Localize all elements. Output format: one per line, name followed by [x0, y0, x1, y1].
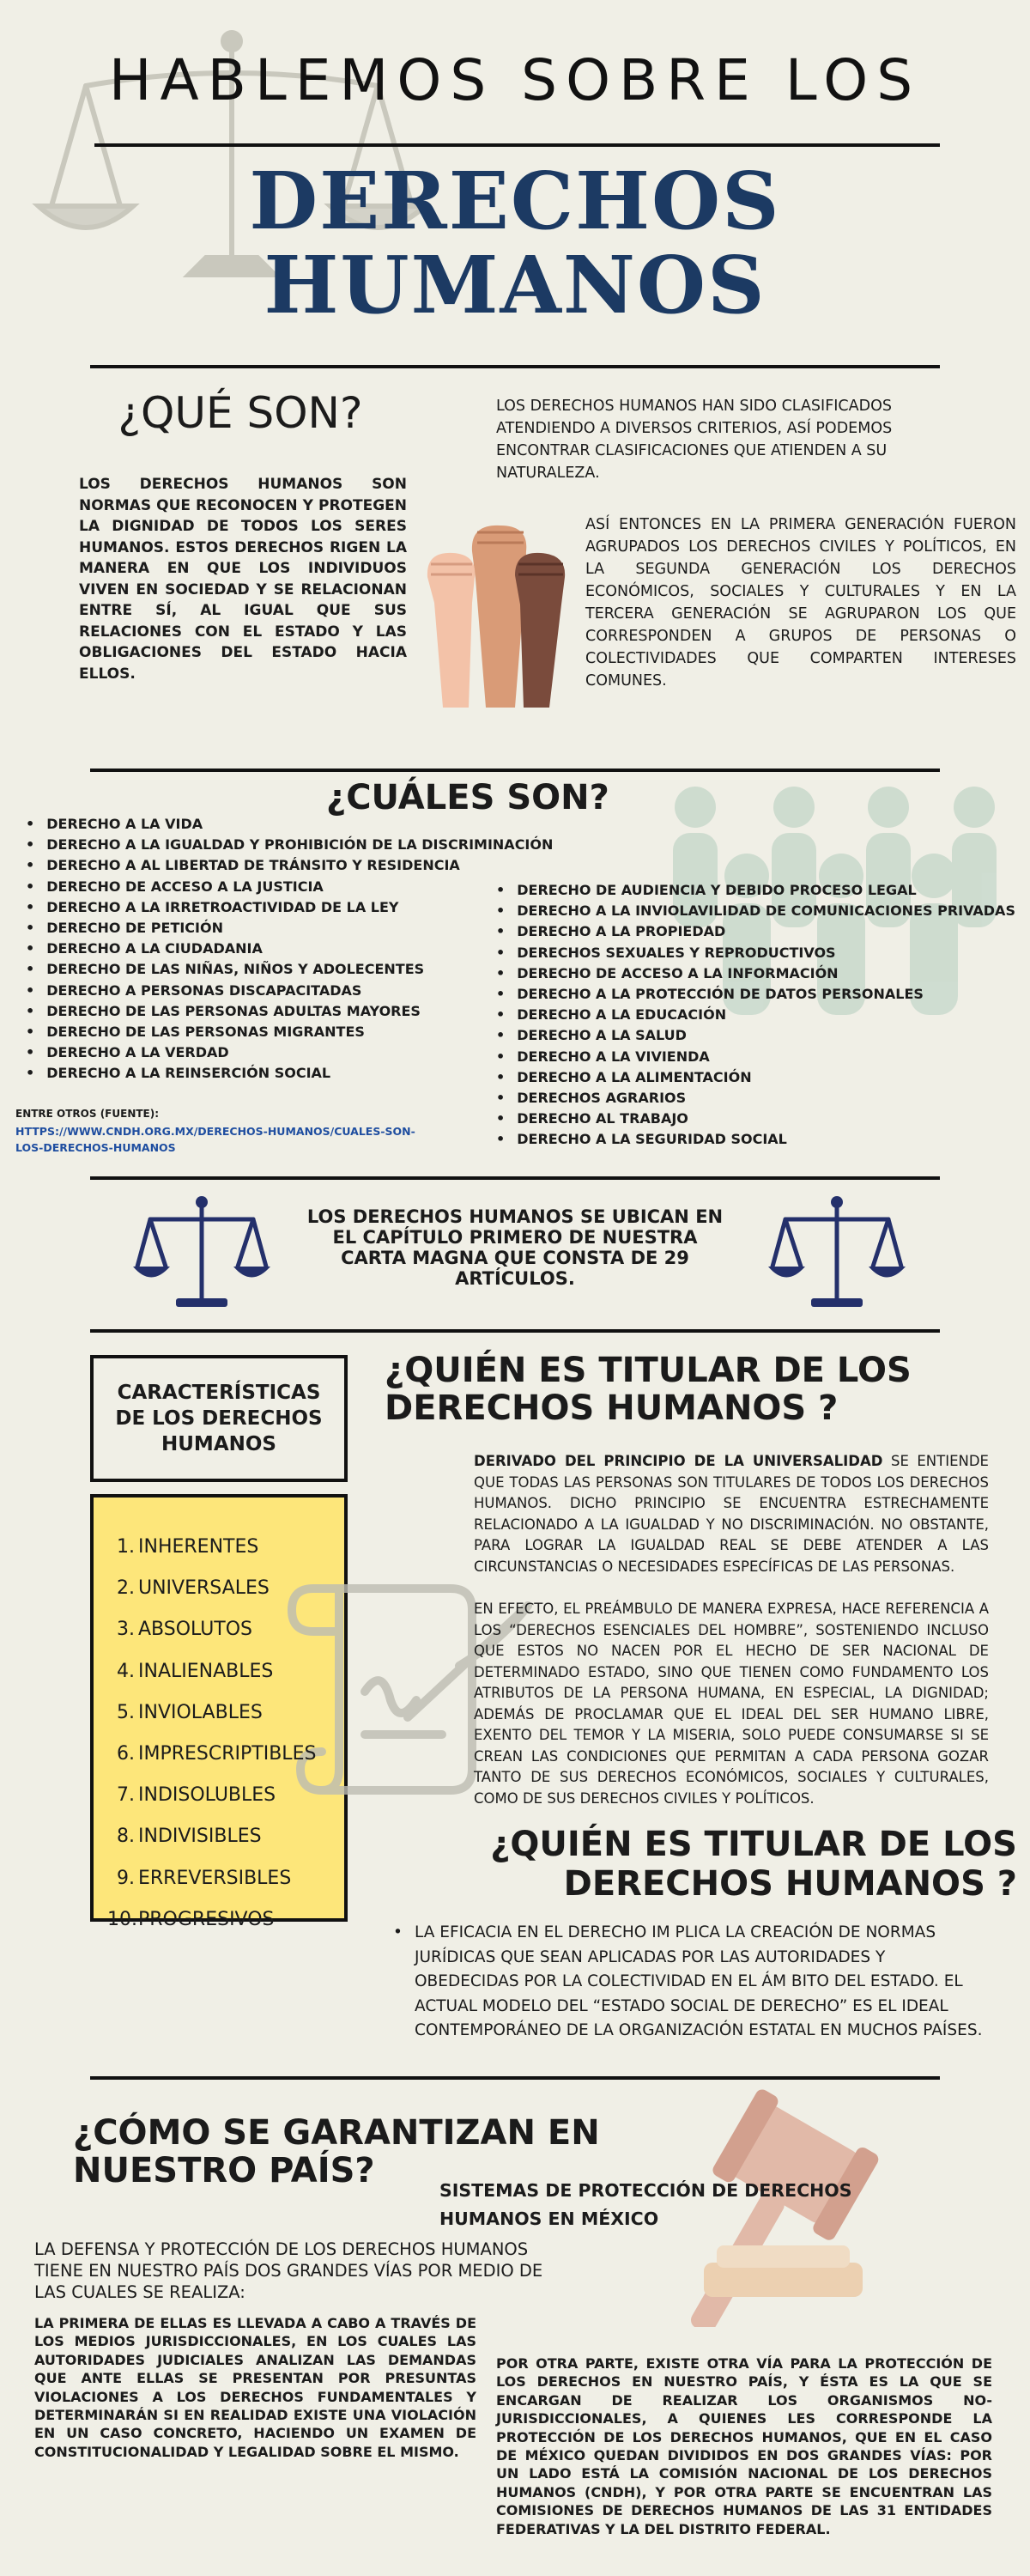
clasificacion-paragraph-1: LOS DERECHOS HUMANOS HAN SIDO CLASIFICADOS ATENDIENDO A DIVERSOS CRITERIOS, ASÍ PODEMOS ENCONTRAR CLASIFICACIONES QUE ATIENDEN A SU NATURALEZA. — [496, 398, 893, 482]
titular-paragraph-1 — [474, 1451, 989, 1577]
list-item: • DERECHO A LA SEGURIDAD SOCIAL — [496, 1129, 1015, 1150]
divider — [94, 143, 940, 147]
divider — [90, 1176, 940, 1180]
raised-fists-icon — [419, 517, 573, 708]
titular-paragraph-1-bold: DERIVADO DEL PRINCIPIO DE LA UNIVERSALIDAD — [474, 1453, 883, 1469]
bullet-icon: • — [393, 1923, 403, 1941]
list-item: • DERECHO A LA CIUDADANIA — [26, 939, 553, 959]
scale-icon-right — [768, 1194, 906, 1314]
source-label: ENTRE OTROS (FUENTE): — [15, 1108, 160, 1120]
scale-icon-left — [133, 1194, 270, 1314]
list-item: 3. ABSOLUTOS — [117, 1619, 253, 1641]
list-item: • DERECHO A LA ALIMENTACIÓN — [496, 1067, 1015, 1088]
list-item: • DERECHO A LA IRRETROACTIVIDAD DE LA LEY — [26, 897, 553, 918]
eficacia-list-item — [393, 1921, 994, 2044]
capitulo-banner: LOS DERECHOS HUMANOS SE UBICAN EN EL CAPÍTULO PRIMERO DE NUESTRA CARTA MAGNA QUE CONSTA DE 29 ARTÍCULOS. — [306, 1206, 724, 1289]
list-item: • DERECHO A LA VIVIENDA — [496, 1047, 1015, 1067]
defensa-text: LA DEFENSA Y PROTECCIÓN DE LOS DERECHOS HUMANOS TIENE EN NUESTRO PAÍS DOS GRANDES VÍAS POR MEDIO DE LAS CUALES SE REALIZA: — [34, 2239, 543, 2302]
list-item: • DERECHO DE LAS PERSONAS ADULTAS MAYORES — [26, 1001, 553, 1022]
list-item: • DERECHO A LA EDUCACIÓN — [496, 1005, 1015, 1025]
list-item: 2. UNIVERSALES — [117, 1577, 270, 1600]
divider — [90, 769, 940, 772]
list-item: • DERECHO A PERSONAS DISCAPACITADAS — [26, 981, 553, 1001]
titular-title: ¿QUIÉN ES TITULAR DE LOS DERECHOS HUMANOS ? — [385, 1351, 912, 1428]
list-item: • DERECHOS AGRARIOS — [496, 1088, 1015, 1109]
titular-paragraph-2: EN EFECTO, EL PREÁMBULO DE MANERA EXPRESA, HACE REFERENCIA A LOS “DERECHOS ESENCIALES DEL HOMBRE”, SOSTENIENDO INCLUSO QUE ESTOS NO NACEN POR EL HECHO DE SER NACIONAL DE DETERMINADO ESTADO, SINO QUE TIENEN COMO FUNDAMENTO LOS ATRIBUTOS DE LA PERSONA HUMANA, EN ESPECIAL, LA DIGNIDAD; ADEMÁS DE PROCLAMAR QUE EL IDEAL DEL SER HUMANO LIBRE, EXENTO DEL TEMOR Y LA MISERIA, SOLO PUEDE CONSUMARSE SI SE CREAN LAS CONDICIONES QUE PERMITAN A CADA PERSONA GOZAR TANTO DE SUS DERECHOS ECONÓMICOS, SOCIALES Y CULTURALES, COMO DE SUS DERECHOS CIVILES Y POLÍTICOS. — [474, 1601, 989, 1807]
list-item: 4. INALIENABLES — [117, 1660, 274, 1682]
list-item: • DERECHO DE LAS NIÑAS, NIÑOS Y ADOLECENTES — [26, 959, 553, 980]
list-item: • DERECHO DE ACCESO A LA INFORMACIÓN — [496, 963, 1015, 984]
clasificacion-paragraph-2: ASÍ ENTONCES EN LA PRIMERA GENERACIÓN FUERON AGRUPADOS LOS DERECHOS CIVILES Y POLÍTICOS, EN LA SEGUNDA GENERACIÓN LOS DERECHOS ECONÓMICOS, SOCIALES Y CULTURALES Y EN LA TERCERA GENERACIÓN SE AGRUPARON LOS QUE CORRESPONDEN A GRUPOS DE PERSONAS O COLECTIVIDADES QUE COMPARTEN INTERESES COMUNES. — [585, 516, 1016, 690]
que-son-title: ¿QUÉ SON? — [118, 388, 363, 438]
list-item: • DERECHO DE AUDIENCIA Y DEBIDO PROCESO LEGAL — [496, 880, 1015, 901]
main-title-line1: HABLEMOS SOBRE LOS — [108, 47, 922, 113]
titular-paragraph-1-rest: SE ENTIENDE QUE TODAS LAS PERSONAS SON TITULARES DE TODOS LOS DERECHOS HUMANOS. DICHO PRINCIPIO SE ENCUENTRA ESTRECHAMENTE RELACIONADO A LA IGUALDAD Y NO DISCRIMINACIÓN. NO OBSTANTE, PARA LOGRAR LA IGUALDAD REAL SE DEBE ATENDER A LAS CIRCUNSTANCIAS O NECESIDADES ESPECÍFICAS DE LAS PERSONAS. — [474, 1453, 989, 1575]
rights-list-left — [26, 814, 553, 1084]
list-item: • DERECHO DE PETICIÓN — [26, 918, 553, 939]
caracteristicas-title: CARACTERÍSTICAS DE LOS DERECHOS HUMANOS — [115, 1382, 323, 1455]
otra-via-text: POR OTRA PARTE, EXISTE OTRA VÍA PARA LA PROTECCIÓN DE LOS DERECHOS EN NUESTRO PAÍS, Y ÉSTA ES LA QUE SE ENCARGAN DE REALIZAR LOS ORGANISMOS NO-JURISDICCIONALES, A QUIENES LES CORRESPONDE LA PROTECCIÓN DE LOS DERECHOS HUMANOS, QUE EN EL CASO DE MÉXICO QUEDAN DIVIDIDOS EN DOS GRANDES VÍAS: POR UN LADO ESTÁ LA COMISIÓN NACIONAL DE LOS DERECHOS HUMANOS (CNDH), Y POR OTRA PARTE SE ENCUENTRAN LAS COMISIONES DE DERECHOS HUMANOS DE LAS 31 ENTIDADES FEDERATIVAS Y LA DEL DISTRITO FEDERAL. — [496, 2355, 992, 2537]
list-item: • DERECHO A LA PROTECCIÓN DE DATOS PERSONALES — [496, 984, 1015, 1005]
titular-title-2: ¿QUIÉN ES TITULAR DE LOS DERECHOS HUMANOS ? — [490, 1825, 1017, 1904]
list-item: 7. INDISOLUBLES — [117, 1784, 276, 1807]
list-item: • DERECHO A LA INVIOLAVILIDAD DE COMUNICACIONES PRIVADAS — [496, 901, 1015, 921]
eficacia-text: LA EFICACIA EN EL DERECHO IM PLICA LA CREACIÓN DE NORMAS JURÍDICAS QUE SEAN APLICADAS POR LAS AUTORIDADES Y OBEDECIDAS POR LA COLECTIVIDAD EN EL ÁM BITO DEL ESTADO. EL ACTUAL MODELO DEL “ESTADO SOCIAL DE DERECHO” ES EL IDEAL CONTEMPORÁNEO DE LA ORGANIZACIÓN ESTATAL EN MUCHOS PAÍSES. — [415, 1923, 983, 2039]
list-item: • DERECHO DE LAS PERSONAS MIGRANTES — [26, 1022, 553, 1042]
primera-via-text: LA PRIMERA DE ELLAS ES LLEVADA A CABO A TRAVÉS DE LOS MEDIOS JURISDICCIONALES, EN LOS CUALES LAS AUTORIDADES JUDICIALES ANALIZAN LAS DEMANDAS QUE ANTE ELLAS SE PRESENTAN POR PRESUNTAS VIOLACIONES A LOS DERECHOS FUNDAMENTALES Y DETERMINARÁN SI EN REALIDAD EXISTE UNA VIOLACIÓN EN UN CASO CONCRETO, HACIENDO UN EXAMEN DE CONSTITUCIONALIDAD Y LEGALIDAD SOBRE EL MISMO. — [34, 2315, 476, 2460]
caracteristicas-list — [107, 1527, 316, 1941]
list-item: 9. ERREVERSIBLES — [117, 1867, 292, 1889]
divider — [90, 1329, 940, 1333]
list-item: 5. INVIOLABLES — [117, 1701, 263, 1723]
list-item: • DERECHO A LA REINSERCIÓN SOCIAL — [26, 1063, 553, 1084]
list-item: 8. INDIVISIBLES — [117, 1826, 262, 1848]
list-item: 10.PROGRESIVOS — [107, 1908, 275, 1930]
garantizan-title: ¿CÓMO SE GARANTIZAN EN NUESTRO PAÍS? — [73, 2113, 600, 2190]
rights-list-right — [496, 880, 1015, 1151]
divider — [90, 365, 940, 368]
list-item: • DERECHO AL TRABAJO — [496, 1109, 1015, 1129]
que-son-text: LOS DERECHOS HUMANOS SON NORMAS QUE RECONOCEN Y PROTEGEN LA DIGNIDAD DE TODOS LOS SERES HUMANOS. ESTOS DERECHOS RIGEN LA MANERA EN QUE LOS INDIVIDUOS VIVEN EN SOCIEDAD Y SE RELACIONAN ENTRE SÍ, AL IGUAL QUE SUS RELACIONES CON EL ESTADO Y LAS OBLIGACIONES DEL ESTADO HACIA ELLOS. — [79, 476, 407, 683]
main-title-line2 — [172, 155, 858, 331]
list-item: • DERECHO A LA IGUALDAD Y PROHIBICIÓN DE LA DISCRIMINACIÓN — [26, 835, 553, 855]
caracteristicas-title-box — [90, 1355, 348, 1482]
divider — [90, 2076, 940, 2080]
list-item: 6. IMPRESCRIPTIBLES — [117, 1743, 317, 1765]
main-title-derechos: DERECHOS — [249, 155, 781, 247]
list-item: • DERECHO A AL LIBERTAD DE TRÁNSITO Y RESIDENCIA — [26, 855, 553, 876]
cuales-son-title: ¿CUÁLES SON? — [326, 778, 609, 817]
list-item: • DERECHOS SEXUALES Y REPRODUCTIVOS — [496, 943, 1015, 963]
list-item: 1. INHERENTES — [117, 1536, 259, 1558]
list-item: • DERECHO A LA SALUD — [496, 1025, 1015, 1046]
list-item: • DERECHO DE ACCESO A LA JUSTICIA — [26, 877, 553, 897]
main-title-humanos: HUMANOS — [264, 239, 766, 331]
list-item: • DERECHO A LA PROPIEDAD — [496, 921, 1015, 942]
list-item: • DERECHO A LA VIDA — [26, 814, 553, 835]
list-item: • DERECHO A LA VERDAD — [26, 1042, 553, 1063]
sistemas-subtitle: SISTEMAS DE PROTECCIÓN DE DERECHOS HUMANOS EN MÉXICO — [439, 2180, 852, 2229]
source-link[interactable]: HTTPS://WWW.CNDH.ORG.MX/DERECHOS-HUMANOS/CUALES-SON-LOS-DERECHOS-HUMANOS — [15, 1125, 415, 1154]
